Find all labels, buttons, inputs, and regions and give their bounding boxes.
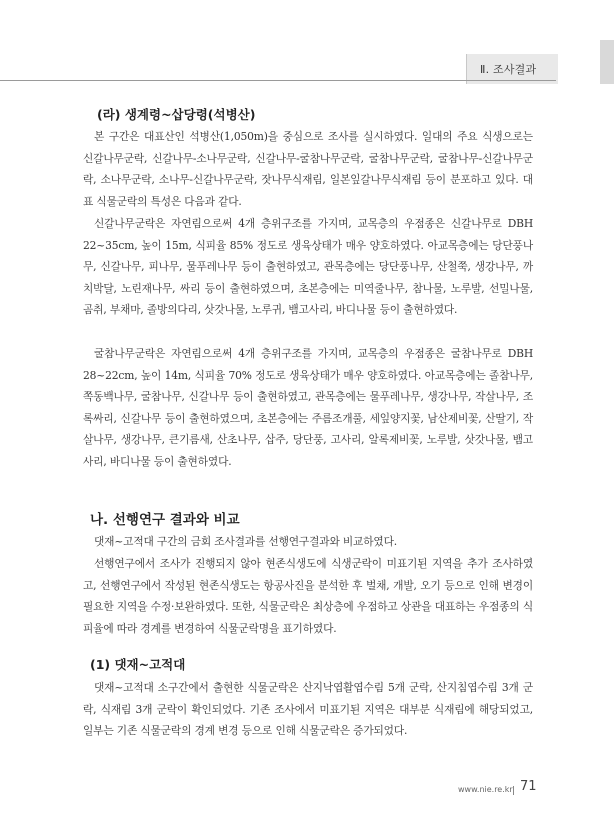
subsection-heading-ra: (라) 생계령~삽당령(석병산) — [97, 107, 256, 122]
page-number: 71 — [520, 779, 537, 794]
paragraph: 선행연구에서 조사가 진행되지 않아 현존식생도에 식생군락이 미표기된 지역을 추가 조사하였고, 선행연구에서 작성된 현존식생도는 항공사진을 분석한 후 벌채, 개발, 오기 등으로 인해 변경이 필요한 지역을 수정·보완하였다. 또한, 식물군락은 최상층에 우점하고 상관을 대표하는 우점종의 식피율에 따라 경계를 변경하여 식물군락명을 표기하였다. — [83, 557, 533, 635]
paragraph: 댓재~고적대 구간의 금회 조사결과를 선행연구결과와 비교하였다. — [94, 535, 397, 548]
page-edge-tab — [600, 40, 614, 84]
paragraph: 신갈나무군락은 자연림으로써 4개 층위구조를 가지며, 교목층의 우점종은 신갈나무로 DBH 22~35cm, 높이 15m, 식피율 85% 정도로 생육상태가 매우 양호하였다. 아교목층에는 당단풍나무, 신갈나무, 피나무, 물푸레나무 등이 출현하였고, 관목층에는 당단풍나무, 산철쭉, 생강나무, 까치박달, 노린재나무, 싸리 등이 출현하였으며, 초본층에는 미역줄나무, 참나물, 노루발, 선밀나물, 곰취, 부채마, 졸방의다리, 삿갓나물, 노루귀, 뱀고사리, 바디나물 등이 출현하였다. — [83, 217, 533, 317]
running-header: Ⅱ. 조사결과 — [480, 63, 537, 76]
paragraph: 본 구간은 대표산인 석병산(1,050m)을 중심으로 조사를 실시하였다. 일대의 주요 식생으로는 신갈나무군락, 신갈나무-소나무군락, 신갈나무-굴참나무군락, 굴참나무군락, 굴참나무-신갈나무군락, 소나무군락, 소나무-신갈나무군락, 잣나무식재림, 일본잎갈나무식재림 등이 분포하고 있다. 대표 식물군락의 특성은 다음과 같다. — [83, 130, 533, 208]
footer-separator — [513, 786, 514, 795]
subsection-heading-1: (1) 댓재~고적대 — [90, 657, 186, 672]
section-heading-na: 나. 선행연구 결과와 비교 — [90, 512, 240, 528]
paragraph: 댓재~고적대 소구간에서 출현한 식물군락은 산지낙엽활엽수림 5개 군락, 산지침엽수림 3개 군락, 식재림 3개 군락이 확인되었다. 기존 조사에서 미표기된 지역은 대부분 식재림에 해당되었고, 일부는 기존 식물군락의 경계 변경 등으로 인해 식물군락은 증가되었다. — [83, 681, 533, 738]
header-rule — [0, 80, 556, 81]
footer-url: www.nie.re.kr — [458, 785, 513, 794]
paragraph: 굴참나무군락은 자연림으로써 4개 층위구조를 가지며, 교목층의 우점종은 굴참나무로 DBH 28~22cm, 높이 14m, 식피율 70% 정도로 생육상태가 매우 양호하였다. 아교목층에는 졸참나무, 쪽동백나무, 굴참나무, 신갈나무 등이 출현하였고, 관목층에는 물푸레나무, 생강나무, 작살나무, 조록싸리, 신갈나무 등이 출현하였으며, 초본층에는 주름조개풀, 세잎양지꽃, 남산제비꽃, 산딸기, 작살나무, 생강나무, 큰기름새, 산초나무, 삽주, 당단풍, 고사리, 알록제비꽃, 노루발, 삿갓나물, 뱀고사리, 바디나물 등이 출현하였다. — [83, 347, 533, 468]
